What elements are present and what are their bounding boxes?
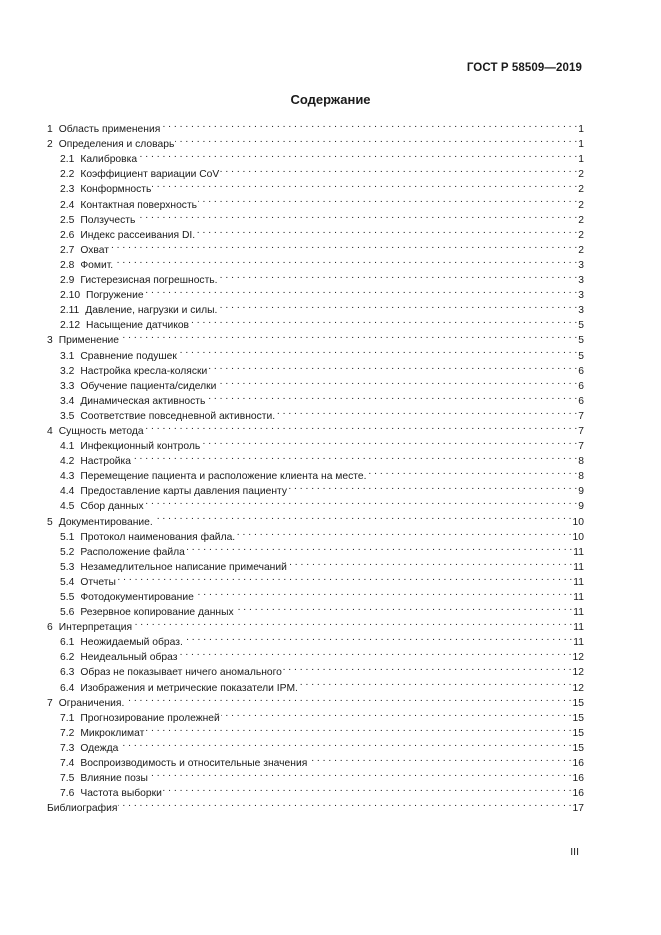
toc-leader-dots <box>152 177 577 192</box>
toc-entry-title: Перемещение пациента и расположение клиента на месте. <box>80 471 367 483</box>
toc-entry[interactable] <box>47 796 584 815</box>
toc-entry-page: 11 <box>573 576 584 588</box>
toc-leader-dots <box>196 223 577 238</box>
toc-entry-number: 2.1 <box>60 154 75 166</box>
toc-entry[interactable] <box>47 706 584 724</box>
toc-entry-page: 6 <box>578 380 584 392</box>
toc-entry-number: 5.2 <box>60 546 75 558</box>
toc-entry-page: 6 <box>578 395 584 407</box>
toc-entry-title: Воспроизводимость и относительные значения <box>80 758 308 770</box>
toc-entry-title: Инфекционный контроль <box>80 441 201 453</box>
toc-entry-number: 2.5 <box>60 214 75 226</box>
toc-entry-page: 11 <box>573 607 584 619</box>
toc-entry-title: Определения и словарь <box>58 139 175 151</box>
toc-entry-title: Резервное копирование данных <box>80 607 234 619</box>
toc-entry-title: Расположение файла <box>80 546 185 558</box>
toc-entry-page: 3 <box>578 290 584 302</box>
toc-entry-number: 2.9 <box>60 275 75 287</box>
toc-entry-number: 7.5 <box>60 773 75 785</box>
toc-entry-number: 7 <box>47 697 53 709</box>
toc-entry[interactable] <box>47 691 584 709</box>
toc-entry-number: 2.8 <box>60 259 75 271</box>
toc-entry-page: 15 <box>572 727 584 739</box>
toc-leader-dots <box>308 751 571 766</box>
toc-leader-dots <box>235 600 573 615</box>
toc-entry-page: 11 <box>573 592 584 603</box>
toc-entry-page: 2 <box>578 229 584 241</box>
toc-entry-number: 4.2 <box>60 456 75 468</box>
toc-entry-title: Настройка кресла-коляски <box>80 365 208 377</box>
toc-entry-number: 3.5 <box>60 410 75 422</box>
toc-entry-number: 5.4 <box>60 576 75 588</box>
toc-entry-title: Область применения <box>58 124 161 136</box>
toc-entry-page: 9 <box>578 486 584 498</box>
toc-leader-dots <box>217 374 577 389</box>
toc-leader-dots <box>236 525 571 540</box>
toc-entry-number: 4.1 <box>60 441 75 453</box>
toc-leader-dots <box>125 691 571 706</box>
toc-leader-dots <box>186 540 572 555</box>
toc-leader-dots <box>283 660 572 675</box>
toc-entry-page: 3 <box>578 259 584 271</box>
toc-leader-dots <box>149 766 572 781</box>
toc-entry-page: 2 <box>578 184 584 196</box>
toc-entry-title: Индекс рассеивания DI. <box>80 229 196 241</box>
toc-entry[interactable] <box>47 736 584 754</box>
toc-leader-dots <box>221 706 572 721</box>
toc-entry-page: 15 <box>572 712 584 724</box>
toc-entry-title: Библиография <box>47 803 118 815</box>
toc-leader-dots <box>110 238 577 253</box>
toc-entry-number: 2.7 <box>60 244 75 256</box>
toc-entry-page: 3 <box>578 305 584 317</box>
page-number: III <box>570 846 579 858</box>
toc-entry-title: Микроклимат <box>80 727 145 739</box>
toc-entry-number: 7.3 <box>60 742 75 754</box>
toc-entry-number: 7.4 <box>60 758 75 770</box>
toc-entry-page: 5 <box>578 335 584 347</box>
toc-entry-title: Давление, нагрузки и силы. <box>85 305 218 317</box>
toc-leader-dots <box>145 419 578 434</box>
toc-entry-page: 10 <box>572 516 584 528</box>
toc-leader-dots <box>175 132 577 147</box>
toc-leader-dots <box>220 162 577 177</box>
toc-entry-number: 3.2 <box>60 365 75 377</box>
toc-entry-page: 2 <box>578 169 584 181</box>
toc-entry-title: Контактная поверхность <box>80 199 198 211</box>
toc-entry-page: 1 <box>578 154 584 166</box>
toc-entry-number: 2 <box>47 139 53 151</box>
toc-entry-page: 16 <box>572 773 584 785</box>
toc-entry-page: 2 <box>578 199 584 211</box>
toc-entry-title: Динамическая активность <box>80 395 206 407</box>
toc-leader-dots <box>119 736 571 751</box>
toc-entry-title: Сущность метода <box>58 425 144 437</box>
toc-entry-title: Сбор данных <box>80 501 144 513</box>
toc-entry[interactable] <box>47 268 584 287</box>
toc-leader-dots <box>288 555 572 570</box>
toc-entry-number: 2.6 <box>60 229 75 241</box>
toc-entry-number: 3.4 <box>60 395 75 407</box>
toc-entry[interactable] <box>47 238 584 256</box>
toc-entry-number: 5.3 <box>60 561 75 573</box>
toc-leader-dots <box>218 298 577 313</box>
table-of-contents <box>47 117 584 815</box>
toc-entry-page: 7 <box>578 441 584 453</box>
toc-leader-dots <box>190 313 577 328</box>
toc-entry-page: 5 <box>578 350 584 362</box>
toc-entry-title: Влияние позы <box>80 773 148 785</box>
toc-leader-dots <box>114 253 577 268</box>
toc-entry-page: 12 <box>572 652 584 664</box>
toc-entry-title: Применение <box>58 335 119 347</box>
toc-leader-dots <box>184 630 572 645</box>
toc-leader-dots <box>133 615 572 630</box>
toc-entry-title: Документирование. <box>58 516 153 528</box>
toc-entry-title: Гистерезисная погрешность. <box>80 275 218 287</box>
toc-entry-page: 12 <box>572 667 584 679</box>
toc-entry-page: 16 <box>572 788 584 800</box>
toc-entry-title: Незамедлительное написание примечаний <box>80 561 287 573</box>
toc-entry[interactable] <box>47 585 584 603</box>
toc-entry-title: Отчеты <box>80 576 116 588</box>
toc-entry-page: 3 <box>578 275 584 287</box>
toc-entry-page: 12 <box>572 682 584 694</box>
toc-leader-dots <box>288 479 577 494</box>
toc-leader-dots <box>138 147 577 162</box>
toc-entry-number: 2.10 <box>60 290 81 302</box>
toc-leader-dots <box>145 283 578 298</box>
toc-entry[interactable] <box>47 253 584 271</box>
toc-leader-dots <box>120 328 577 343</box>
toc-leader-dots <box>367 464 577 479</box>
toc-leader-dots <box>201 434 577 449</box>
toc-leader-dots <box>195 585 572 600</box>
toc-entry-page: 2 <box>578 214 584 226</box>
toc-entry-page: 5 <box>578 320 584 332</box>
toc-leader-dots <box>178 645 571 660</box>
toc-entry-number: 6.2 <box>60 652 75 664</box>
toc-entry-number: 2.11 <box>60 305 80 317</box>
toc-entry[interactable] <box>47 343 584 362</box>
toc-entry-number: 4.5 <box>60 501 75 513</box>
toc-entry-number: 6.4 <box>60 682 75 694</box>
toc-entry-number: 5.5 <box>60 592 75 603</box>
toc-entry-title: Фотодокументирование <box>80 592 194 603</box>
toc-leader-dots <box>145 721 571 736</box>
toc-leader-dots <box>178 343 577 358</box>
toc-entry-title: Одежда <box>80 742 119 754</box>
toc-entry-page: 17 <box>572 803 584 815</box>
toc-entry[interactable] <box>47 117 584 136</box>
toc-entry-title: Ползучесть <box>80 214 136 226</box>
toc-entry-number: 7.1 <box>60 712 75 724</box>
toc-entry-title: Образ не показывает ничего аномального <box>80 667 282 679</box>
toc-entry-number: 7.2 <box>60 727 75 739</box>
toc-entry[interactable] <box>47 328 584 347</box>
toc-entry-number: 2.12 <box>60 320 81 332</box>
toc-entry-title: Фомит. <box>80 259 114 271</box>
toc-leader-dots <box>132 449 577 464</box>
toc-leader-dots <box>299 675 572 690</box>
toc-entry-title: Протокол наименования файла. <box>80 531 236 543</box>
toc-entry-title: Обучение пациента/сиделки <box>80 380 217 392</box>
toc-entry-page: 7 <box>578 425 584 437</box>
toc-entry-title: Сравнение подушек <box>80 350 177 362</box>
toc-leader-dots <box>163 781 572 796</box>
toc-leader-dots <box>276 404 577 419</box>
toc-entry-number: 4 <box>47 425 53 437</box>
toc-entry-number: 5 <box>47 516 53 528</box>
toc-entry-number: 3.3 <box>60 380 75 392</box>
toc-entry[interactable] <box>47 751 584 770</box>
toc-entry-number: 2.4 <box>60 199 75 211</box>
toc-entry-page: 15 <box>572 742 584 754</box>
toc-entry-number: 4.4 <box>60 486 75 498</box>
toc-leader-dots <box>219 268 578 283</box>
toc-entry-page: 10 <box>572 531 584 543</box>
toc-entry-number: 7.6 <box>60 788 75 800</box>
toc-entry-page: 1 <box>578 124 584 136</box>
toc-entry-title: Интерпретация <box>58 622 133 634</box>
toc-entry-number: 3.1 <box>60 350 75 362</box>
toc-entry-title: Калибровка <box>80 154 138 166</box>
toc-entry-number: 4.3 <box>60 471 75 483</box>
toc-leader-dots <box>198 192 577 207</box>
toc-leader-dots <box>118 796 571 811</box>
toc-entry-number: 2.3 <box>60 184 75 196</box>
toc-entry-number: 6.1 <box>60 637 75 649</box>
toc-entry-title: Конформность <box>80 184 152 196</box>
document-code: ГОСТ Р 58509—2019 <box>466 62 582 74</box>
toc-entry-page: 2 <box>578 244 584 256</box>
toc-entry-title: Соответствие повседневной активности. <box>80 410 276 422</box>
toc-entry-page: 11 <box>573 622 584 634</box>
toc-entry-number: 5.1 <box>60 531 75 543</box>
toc-entry-title: Неожидаемый образ. <box>80 637 183 649</box>
toc-entry-page: 7 <box>578 410 584 422</box>
toc-entry-title: Коэффициент вариации CoV <box>80 169 220 181</box>
toc-entry-page: 16 <box>572 758 584 770</box>
toc-leader-dots <box>145 494 578 509</box>
toc-entry-title: Частота выборки <box>80 788 162 800</box>
toc-leader-dots <box>154 509 572 524</box>
toc-entry-number: 2.2 <box>60 169 75 181</box>
toc-entry-title: Прогнозирование пролежней <box>80 712 220 724</box>
toc-entry-number: 1 <box>47 124 53 136</box>
toc-leader-dots <box>208 359 577 374</box>
toc-entry-page: 6 <box>578 365 584 377</box>
toc-entry-page: 11 <box>573 561 584 573</box>
toc-entry-title: Ограничения. <box>58 697 125 709</box>
toc-entry[interactable] <box>47 570 584 588</box>
toc-entry-page: 8 <box>578 471 584 483</box>
toc-leader-dots <box>136 208 577 223</box>
toc-entry-number: 3 <box>47 335 53 347</box>
toc-leader-dots <box>206 389 577 404</box>
toc-leader-dots <box>161 117 577 132</box>
toc-entry-page: 15 <box>572 697 584 709</box>
toc-entry-page: 8 <box>578 456 584 468</box>
toc-entry-page: 9 <box>578 501 584 513</box>
toc-entry-number: 6.3 <box>60 667 75 679</box>
toc-entry-title: Настройка <box>80 456 132 468</box>
toc-entry-title: Насыщение датчиков <box>86 320 190 332</box>
toc-entry-number: 6 <box>47 622 53 634</box>
toc-entry-page: 11 <box>573 546 584 558</box>
toc-entry-title: Изображения и метрические показатели IPM. <box>80 682 298 694</box>
toc-entry-page: 1 <box>578 139 584 151</box>
toc-leader-dots <box>117 570 572 585</box>
page-title: Содержание <box>290 92 371 107</box>
toc-entry-page: 11 <box>573 637 584 649</box>
toc-entry-number: 5.6 <box>60 607 75 619</box>
toc-entry-title: Погружение <box>86 290 144 302</box>
toc-entry-title: Неидеальный образ <box>80 652 178 664</box>
toc-entry-title: Охват <box>80 244 109 256</box>
toc-entry-title: Предоставление карты давления пациенту <box>80 486 288 498</box>
